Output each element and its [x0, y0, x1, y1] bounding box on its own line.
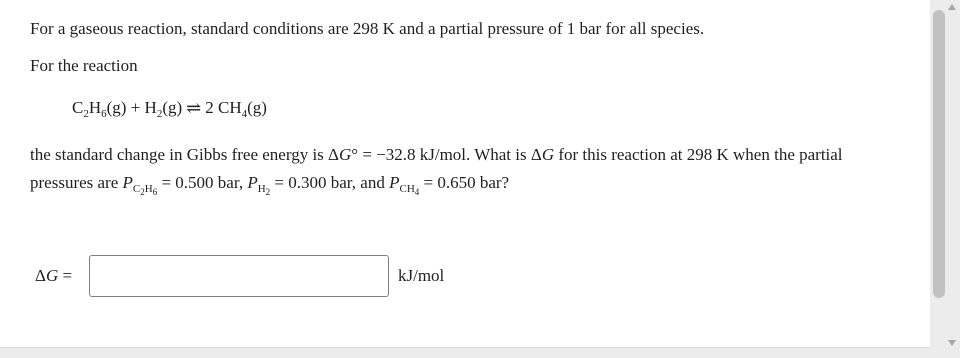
pressure-methane: $P_{CH_4}$: [389, 173, 420, 197]
answer-label: ΔG =: [35, 266, 73, 285]
pressure-ethane: $P_{C_2H_6}$: [122, 173, 158, 197]
scrollbar-thumb[interactable]: [933, 10, 945, 298]
pressures-text-line2: pressures are $P_{C_2H_6} = 0.500$ bar, $P_{H_2} = 0.300$ bar, and $P_{CH_4} = 0.650$ bar?: [30, 173, 510, 197]
reactant-hydrogen: $H_2(g)$: [144, 98, 183, 120]
unit-label: kJ/mol: [398, 266, 445, 285]
scroll-down-arrow-icon[interactable]: [948, 340, 956, 346]
product-methane: 2 $CH_4(g)$: [205, 98, 267, 120]
scroll-up-arrow-icon[interactable]: [948, 4, 956, 10]
intro-text: For a gaseous reaction, standard conditions are 298 K and a partial pressure of 1 bar for all species.: [30, 19, 705, 38]
equilibrium-arrow-icon: ⇌: [186, 98, 202, 118]
delta-g-answer-input[interactable]: [89, 255, 389, 297]
for-reaction-text: For the reaction: [30, 56, 138, 75]
pressure-hydrogen: $P_{H_2}$: [247, 173, 271, 197]
reactant-ethane: $C_2H_6(g)$ +: [72, 98, 145, 120]
gibbs-text-line1: the standard change in Gibbs free energy is ΔG° = −32.8 kJ/mol. What is ΔG for this reaction at 298 K when the partial: [30, 145, 843, 164]
reaction-equation: [72, 98, 267, 119]
